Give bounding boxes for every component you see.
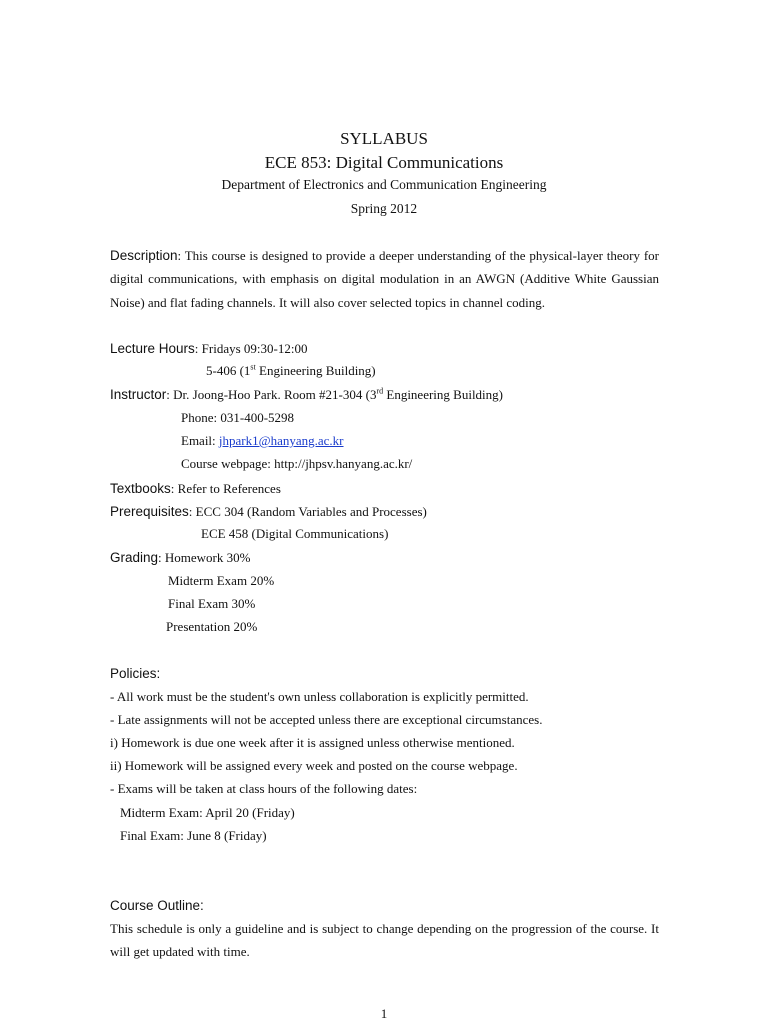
grading-label: Grading bbox=[110, 550, 159, 565]
course-outline-text: This schedule is only a guideline and is subject to change depending on the progression of the course. It will get updated with time. bbox=[110, 921, 659, 960]
course-title: ECE 853: Digital Communications bbox=[264, 153, 504, 172]
policy-item: ii) Homework will be assigned every week and posted on the course webpage. bbox=[110, 758, 518, 773]
lecture-hours-label: Lecture Hours bbox=[110, 341, 195, 356]
textbooks-label: Textbooks bbox=[110, 481, 171, 496]
midterm-date: Midterm Exam: April 20 (Friday) bbox=[120, 805, 295, 820]
final-date: Final Exam: June 8 (Friday) bbox=[120, 828, 267, 843]
document-title: SYLLABUS bbox=[340, 129, 428, 148]
prerequisites-label: Prerequisites bbox=[110, 504, 189, 519]
policy-item: i) Homework is due one week after it is assigned unless otherwise mentioned. bbox=[110, 735, 515, 750]
instructor-name: : Dr. Joong-Hoo Park. Room #21-304 (3rd Engineering Building) bbox=[166, 386, 503, 402]
instructor-email-row: Email: jhpark1@hanyang.ac.kr bbox=[181, 433, 344, 448]
policy-item: - All work must be the student's own unless collaboration is explicitly permitted. bbox=[110, 689, 529, 704]
policy-item: - Exams will be taken at class hours of the following dates: bbox=[110, 781, 418, 796]
textbooks-value: : Refer to References bbox=[170, 481, 281, 496]
grading-presentation: Presentation 20% bbox=[166, 619, 258, 634]
description-text: : This course is designed to provide a deeper understanding of the physical-layer theory for digital communications, with emphasis on digital modulation in an AWGN (Additive White Gaussian Noise) and flat fading channels. It will also cover selected topics in channel coding. bbox=[110, 248, 659, 310]
lecture-hours-row bbox=[110, 340, 307, 358]
policy-item: - Late assignments will not be accepted unless there are exceptional circumstances. bbox=[110, 712, 543, 727]
prerequisites-row bbox=[110, 503, 427, 521]
grading-homework: : Homework 30% bbox=[158, 550, 251, 565]
instructor-label: Instructor bbox=[110, 387, 167, 402]
policies-label: Policies: bbox=[110, 666, 161, 681]
course-webpage: Course webpage: http://jhpsv.hanyang.ac.kr/ bbox=[181, 456, 413, 471]
grading-row bbox=[110, 549, 250, 567]
prerequisite-1: : ECC 304 (Random Variables and Processes) bbox=[188, 504, 427, 519]
textbooks-row bbox=[110, 480, 281, 498]
description-paragraph bbox=[110, 244, 659, 314]
grading-midterm: Midterm Exam 20% bbox=[168, 573, 275, 588]
lecture-time: : Fridays 09:30-12:00 bbox=[194, 341, 308, 356]
grading-final: Final Exam 30% bbox=[168, 596, 256, 611]
course-outline-label: Course Outline: bbox=[110, 898, 204, 913]
instructor-phone: Phone: 031-400-5298 bbox=[181, 410, 295, 425]
lecture-room: 5-406 (1st Engineering Building) bbox=[206, 362, 376, 378]
page-number: 1 bbox=[380, 1006, 388, 1021]
department: Department of Electronics and Communication Engineering bbox=[221, 177, 547, 192]
email-link[interactable]: jhpark1@hanyang.ac.kr bbox=[218, 433, 344, 448]
prerequisite-2: ECE 458 (Digital Communications) bbox=[201, 526, 389, 541]
description-label: Description bbox=[110, 248, 178, 263]
term: Spring 2012 bbox=[350, 201, 418, 216]
instructor-row bbox=[110, 386, 503, 404]
